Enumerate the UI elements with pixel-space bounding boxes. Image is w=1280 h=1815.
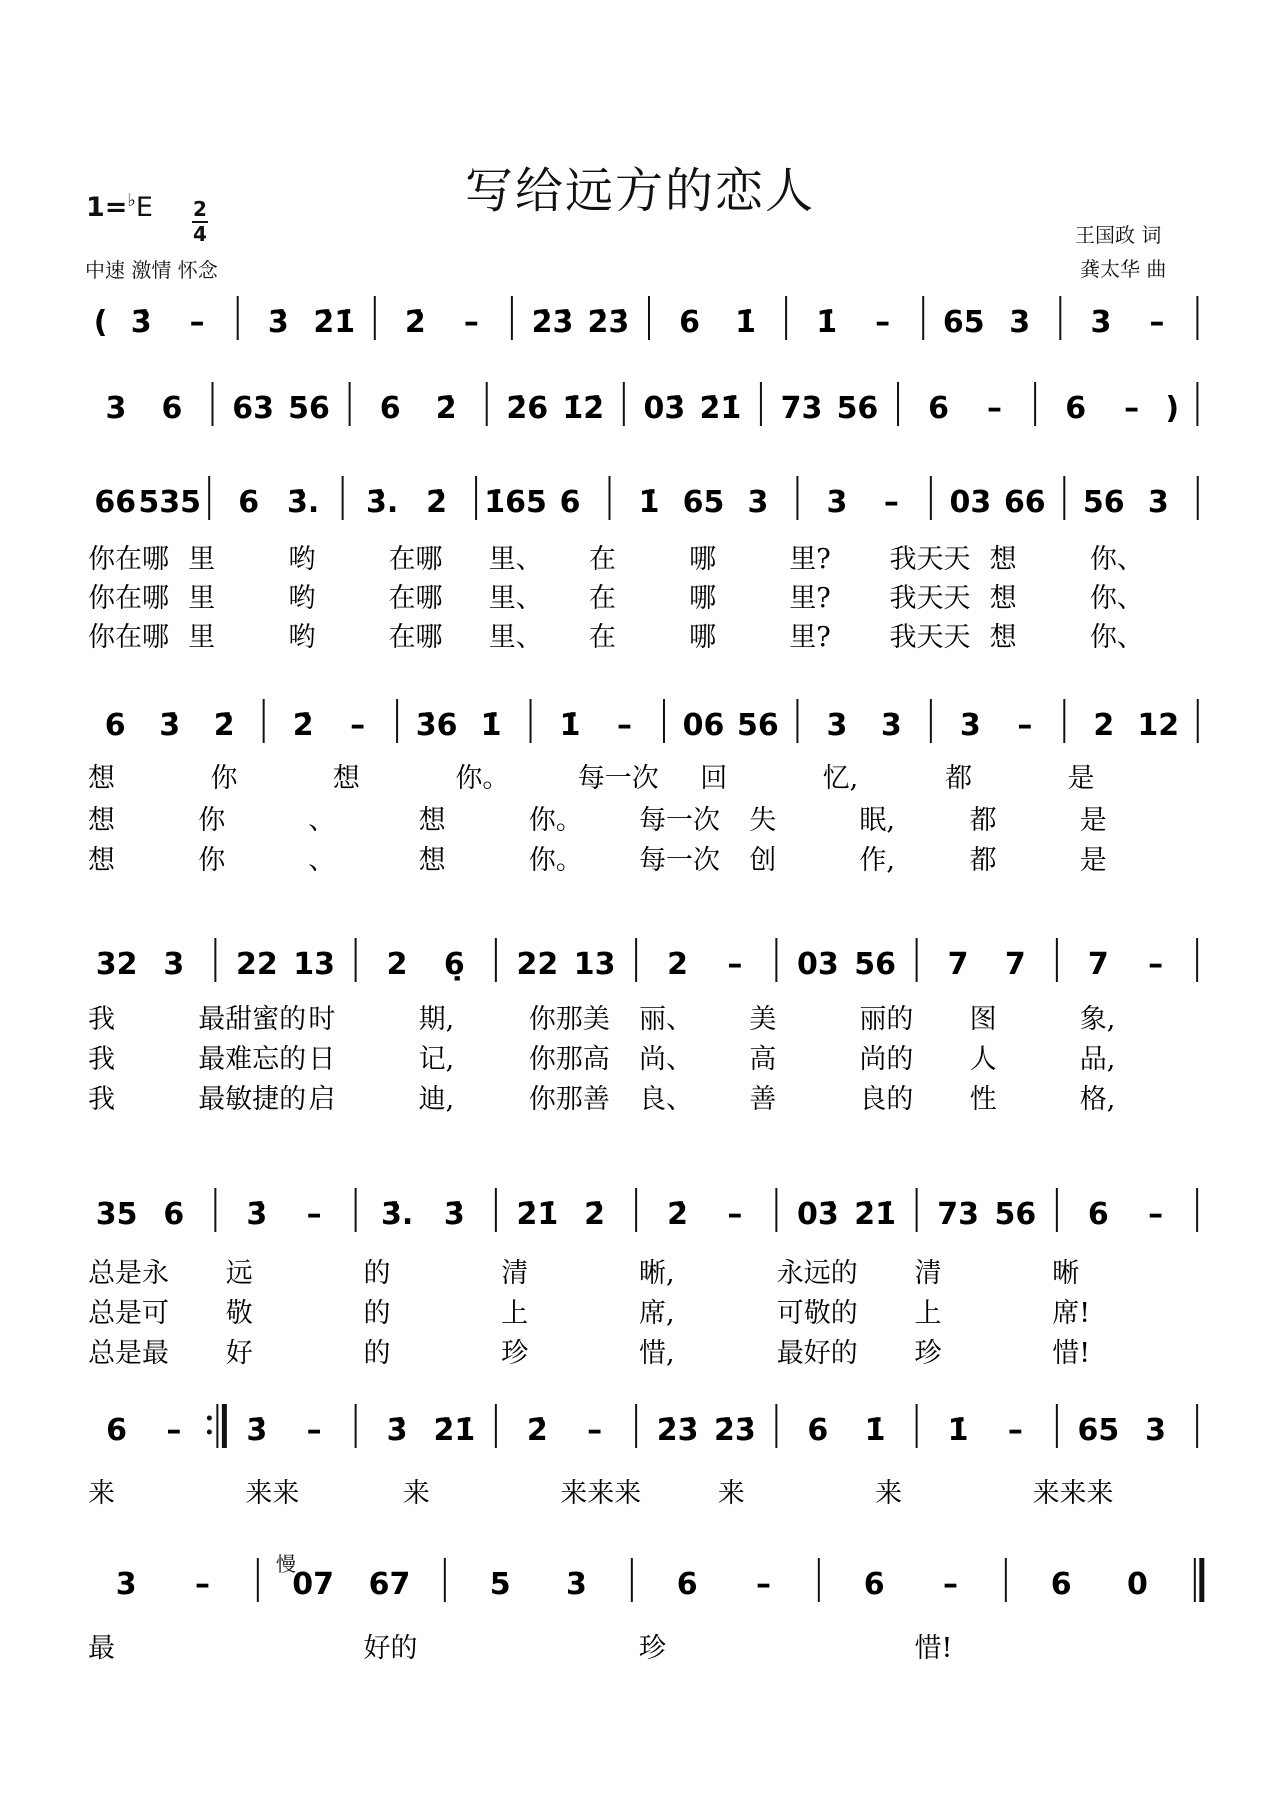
dash-sustain: – [166,1413,182,1448]
time-sig-bottom: 4 [193,222,207,246]
note-group: 2̇ [292,708,314,743]
note-group: 6 [679,305,701,340]
lyric-word: 你、 [1089,544,1144,575]
lyric-word: 你、 [1089,622,1144,653]
repeat-dot [207,1430,212,1435]
note-group: 2̇ [526,1413,548,1448]
note-group: 65 [682,485,725,520]
note-group: 3 [826,485,848,520]
score-system [88,1188,1197,1369]
note-group: 6 [1065,391,1087,426]
lyric-word: 惜, [639,1338,675,1369]
note-group: 2 [667,947,689,982]
note-group: 03̇ [796,1197,839,1232]
lyric-word: 可敬的 [776,1298,858,1329]
lyric-word: 你 [198,805,226,836]
note-group: 3 [1147,485,1169,520]
score-system [88,699,1198,876]
note-group: 3̇. [287,485,320,520]
dash-sustain: – [875,305,891,340]
lyric-word: 晰 [1052,1258,1080,1289]
dash-sustain: – [587,1413,603,1448]
note-group: 6 [676,1567,698,1602]
note-group: 3̇ [443,1197,465,1232]
lyric-word: 上 [501,1298,529,1329]
lyric-word: 启 [308,1084,336,1115]
lyric-word: 我 [88,1044,115,1075]
lyric-word: 上 [914,1298,942,1329]
lyric-word: 性 [969,1084,997,1115]
note-group: 2̇ [213,708,235,743]
lyric-word: 图 [969,1004,997,1035]
dash-sustain: – [1149,305,1165,340]
note-group: 56 [994,1197,1037,1232]
note-group: 67 [368,1567,411,1602]
note-group: 6 [807,1413,829,1448]
lyric-word: 里 [188,583,216,614]
note-group: 3̇ [386,1413,408,1448]
note-group: 73 [780,391,823,426]
lyric-word: 你。 [528,845,583,876]
note-group: 3̇ [159,708,181,743]
note-group: 1̇ [559,708,581,743]
score-system [106,382,1198,426]
note-group: 3 [1145,1413,1167,1448]
note-group: 3̇ [246,1413,268,1448]
dash-sustain: – [1007,1413,1023,1448]
lyric-word: 敬 [225,1298,253,1329]
lyric-word: 总是永 [88,1258,169,1289]
lyric-word: 里? [789,544,831,575]
lyric-word: 哪 [689,583,717,614]
lyric-word: 想 [418,845,446,876]
note-group: 3̇. [365,485,399,520]
lyric-word: 都 [969,845,997,876]
lyric-word: 珍 [914,1338,942,1369]
lyric-word: 良的 [859,1084,914,1115]
note-group: 0 [1127,1567,1148,1602]
note-group: 56 [854,947,896,982]
note-group: 35 [95,1197,138,1232]
key-prefix: 1= [86,192,128,223]
lyric-word: 时 [308,1004,336,1035]
lyric-word: 哪 [689,622,717,653]
note-group: 2̇1̇ [516,1197,559,1232]
lyric-word: 在哪 [388,583,443,614]
lyric-word: 来来 [245,1478,300,1509]
note-group: 6 [1050,1567,1072,1602]
note-group: 2̇6 [506,391,549,426]
lyric-word: 最好的 [776,1338,858,1369]
note-group: 32 [95,947,138,982]
note-group: 6 [106,1413,128,1448]
lyric-word: 席, [639,1298,675,1329]
lyric-word: 每一次 [639,805,720,836]
lyric-word: 的 [363,1258,391,1289]
note-group: 6 [1087,1197,1109,1232]
note-group: 7 [1004,947,1026,982]
lyric-word: 哪 [689,544,717,575]
note-group: 1̇ [864,1413,886,1448]
dash-sustain: – [883,485,899,520]
dash-sustain: – [616,708,632,743]
dash-sustain: – [1148,947,1164,982]
note-group: 6 [161,391,183,426]
lyric-word: 在 [588,622,616,653]
note-group: 03̇ [643,391,686,426]
parenthesis: ( [93,305,108,340]
lyric-word: 想 [989,544,1017,575]
score-system [88,938,1197,1115]
note-group: 07 [292,1567,335,1602]
lyric-word: 我 [88,1004,115,1035]
lyric-word: 我天天 [889,544,971,575]
lyric-word: 在 [588,583,616,614]
dash-sustain: – [942,1567,958,1602]
note-group: 3̇ [130,305,152,340]
lyric-word: 日 [308,1044,336,1075]
lyric-word: 来 [717,1478,745,1509]
note-group: 1̇ [816,305,838,340]
lyric-word: 来来来 [560,1478,642,1509]
note-group: 3 [826,708,848,743]
score-system [88,1558,1202,1664]
lyric-word: 里 [188,622,216,653]
note-group: 66 [94,485,137,520]
note-group: 06 [682,708,725,743]
lyric-word: 清 [914,1258,942,1289]
lyric-word: 里? [789,583,831,614]
lyric-word: 在哪 [388,544,443,575]
note-group: 3 [747,485,769,520]
dash-sustain: – [189,305,205,340]
note-group: 6 [163,1197,185,1232]
note-group: 6 [379,391,401,426]
lyric-word: 里? [789,622,831,653]
dash-sustain: – [350,708,366,743]
note-group: 3 [1090,305,1112,340]
lyric-word: 尚的 [859,1044,914,1075]
lyric-word: 惜! [914,1633,953,1664]
lyric-word: 你。 [528,805,583,836]
lyric-word: 的 [363,1338,391,1369]
lyric-word: 回 [700,763,728,794]
repeat-dot [207,1416,212,1421]
note-group: 22 [516,947,559,982]
flat-sign: ♭ [127,190,136,211]
lyric-word: 象, [1079,1004,1116,1035]
note-group: 6 [928,391,950,426]
note-group: 03 [949,485,992,520]
lyric-word: 来 [88,1478,115,1509]
lyric-word: 晰, [639,1258,675,1289]
lyric-word: 失 [749,805,777,836]
lyric-word: 好 [225,1338,253,1369]
lyric-word: 我 [88,1084,115,1115]
note-group: 1̇65 [484,485,547,520]
lyric-word: 、 [308,805,336,836]
lyric-word: 永远的 [776,1258,858,1289]
note-group: 56 [737,708,779,743]
note-group: 56 [1082,485,1125,520]
lyric-word: 是 [1067,763,1095,794]
slow-marking: 慢 [276,1552,296,1576]
lyric-word: 总是可 [88,1298,169,1329]
note-group: 2̇3̇ [713,1413,756,1448]
lyric-word: 你。 [455,763,510,794]
note-group: 6 [559,485,581,520]
lyric-word: 你 [198,845,226,876]
parenthesis: ) [1165,391,1180,426]
lyric-word: 清 [501,1258,529,1289]
lyric-word: 里、 [488,622,543,653]
note-group: 2̇3̇ [656,1413,699,1448]
note-group: 3 [105,391,127,426]
lyric-word: 品, [1079,1044,1116,1075]
note-group: 6 [104,708,126,743]
lyric-word: 格, [1079,1084,1116,1115]
lyric-word: 每一次 [639,845,720,876]
note-group: 6 [238,485,260,520]
lyric-word: 良、 [639,1084,693,1115]
lyric-word: 哟 [288,583,316,614]
dash-sustain: – [306,1197,322,1232]
lyric-word: 想 [418,805,446,836]
lyric-word: 的 [363,1298,391,1329]
lyric-word: 都 [945,763,973,794]
note-group: 3 [566,1567,587,1602]
note-group: 63 [232,391,274,426]
lyric-word: 每一次 [577,763,659,794]
lyric-word: 你在哪 [88,622,169,653]
note-group: 13 [573,947,616,982]
lyric-word: 想 [332,763,360,794]
note-group: 3 [959,708,981,743]
note-group: 65 [1077,1413,1120,1448]
note-group: 3 [1009,305,1031,340]
tempo-marking: 中速 激情 怀念 [85,258,218,282]
lyric-word: 在哪 [388,622,443,653]
lyric-word: 你 [210,763,238,794]
note-group: 2̇ [584,1197,606,1232]
lyric-word: 总是最 [88,1338,169,1369]
note-group: 6 [863,1567,885,1602]
lyric-word: 想 [88,845,115,876]
lyric-word: 是 [1079,845,1107,876]
dash-sustain: – [463,305,479,340]
lyric-word: 来 [402,1478,430,1509]
note-group: 66 [1003,485,1046,520]
note-group: 3 [115,1567,137,1602]
dash-sustain: – [755,1567,771,1602]
lyric-word: 我天天 [889,583,971,614]
note-group: 2̇1̇ [854,1197,896,1232]
lyric-word: 来 [875,1478,903,1509]
lyric-word: 惜! [1052,1338,1091,1369]
lyric-word: 作, [859,845,895,876]
lyric-word: 来来来 [1032,1478,1114,1509]
note-group: 2̇ [435,391,457,426]
note-group: 65 [942,305,985,340]
dash-sustain: – [987,391,1003,426]
lyric-word: 你、 [1089,583,1144,614]
lyric-word: 在 [588,544,616,575]
lyric-word: 你那高 [528,1044,610,1075]
lyric-word: 忆, [822,763,859,794]
lyric-word: 人 [969,1044,997,1075]
lyric-word: 哟 [288,622,316,653]
lyric-word: 哟 [288,544,316,575]
lyric-word: 期, [418,1004,455,1035]
note-group: 56 [836,391,879,426]
lyric-word: 美 [749,1004,777,1035]
note-group: 1̇ [947,1413,969,1448]
note-group: 3̇ [267,305,289,340]
note-group: 7 [1087,947,1109,982]
note-group: 2̇ [667,1197,689,1232]
score-system [94,296,1198,340]
lyric-word: 你那美 [528,1004,610,1035]
dash-sustain: – [1017,708,1033,743]
note-group: 1̇ [735,305,756,340]
lyric-word: 最 [88,1633,115,1664]
lyric-word: 最甜蜜的 [198,1004,307,1035]
lyric-word: 善 [749,1084,777,1115]
note-group: 73 [937,1197,979,1232]
lyric-word: 席! [1052,1298,1091,1329]
score-system [88,476,1198,653]
lyric-word: 你那善 [528,1084,610,1115]
dash-sustain: – [1148,1197,1164,1232]
lyric-word: 想 [88,763,115,794]
key-letter: E [135,192,153,223]
song-title: 写给远方的恋人 [464,163,815,219]
lyric-word: 丽、 [639,1004,693,1035]
note-group: 3 [163,947,185,982]
note-group: 5 [489,1567,511,1602]
time-sig-top: 2 [193,197,207,221]
note-group: 3̇. [380,1197,414,1232]
dash-sustain: – [1124,391,1140,426]
lyric-word: 都 [969,805,997,836]
lyric-word: 最敏捷的 [198,1084,307,1115]
note-group: 03 [796,947,839,982]
lyric-word: 创 [749,845,777,876]
note-group: 1̇ [480,708,502,743]
note-group: 2 [386,947,408,982]
note-group: 2̇3̇ [531,305,574,340]
dash-sustain: – [306,1413,322,1448]
note-group: 3̇ [246,1197,268,1232]
lyric-word: 里、 [488,583,543,614]
lyric-word: 我天天 [889,622,971,653]
lyric-word: 想 [989,622,1017,653]
note-group: 2̇1̇ [699,391,742,426]
note-group: 2 [1093,708,1115,743]
lyric-word: 你在哪 [88,544,169,575]
lyric-word: 珍 [639,1633,666,1664]
lyricist-credit: 王国政 词 [1075,223,1162,247]
lyric-word: 尚、 [639,1044,693,1075]
score-system [88,1404,1197,1509]
lyric-word: 眠, [859,805,895,836]
note-group: 7 [947,947,969,982]
note-group: 2̇ [426,485,448,520]
lyric-word: 远 [225,1258,253,1289]
note-group: 3̇6 [415,708,458,743]
dash-sustain: – [727,947,743,982]
note-group: 12 [1137,708,1180,743]
lyric-word: 想 [989,583,1017,614]
lyric-word: 是 [1079,805,1107,836]
dash-sustain: – [194,1567,210,1602]
note-group: 22 [235,947,278,982]
note-group: 13 [293,947,335,982]
lyric-word: 珍 [501,1338,529,1369]
dash-sustain: – [727,1197,743,1232]
lyric-word: 里 [188,544,216,575]
note-group: 6̣ [443,947,465,982]
note-group: 1̇2̇ [562,391,605,426]
note-group: 56 [288,391,330,426]
lyric-word: 记, [418,1044,455,1075]
note-group: 3 [880,708,902,743]
note-group: 2̇3̇ [587,305,630,340]
composer-credit: 龚太华 曲 [1080,257,1167,281]
note-group: 1̇ [638,485,660,520]
lyric-word: 最难忘的 [198,1044,307,1075]
lyric-word: 高 [749,1044,777,1075]
lyric-word: 好的 [363,1633,418,1664]
note-group: 2̇1̇ [433,1413,476,1448]
lyric-word: 里、 [488,544,543,575]
lyric-word: 想 [88,805,115,836]
lyric-word: 丽的 [859,1004,914,1035]
note-group: 535 [138,485,202,520]
note-group: 2̇ [404,305,426,340]
lyric-word: 、 [308,845,336,876]
lyric-word: 你在哪 [88,583,169,614]
note-group: 2̇1̇ [313,305,356,340]
lyric-word: 迪, [418,1084,455,1115]
